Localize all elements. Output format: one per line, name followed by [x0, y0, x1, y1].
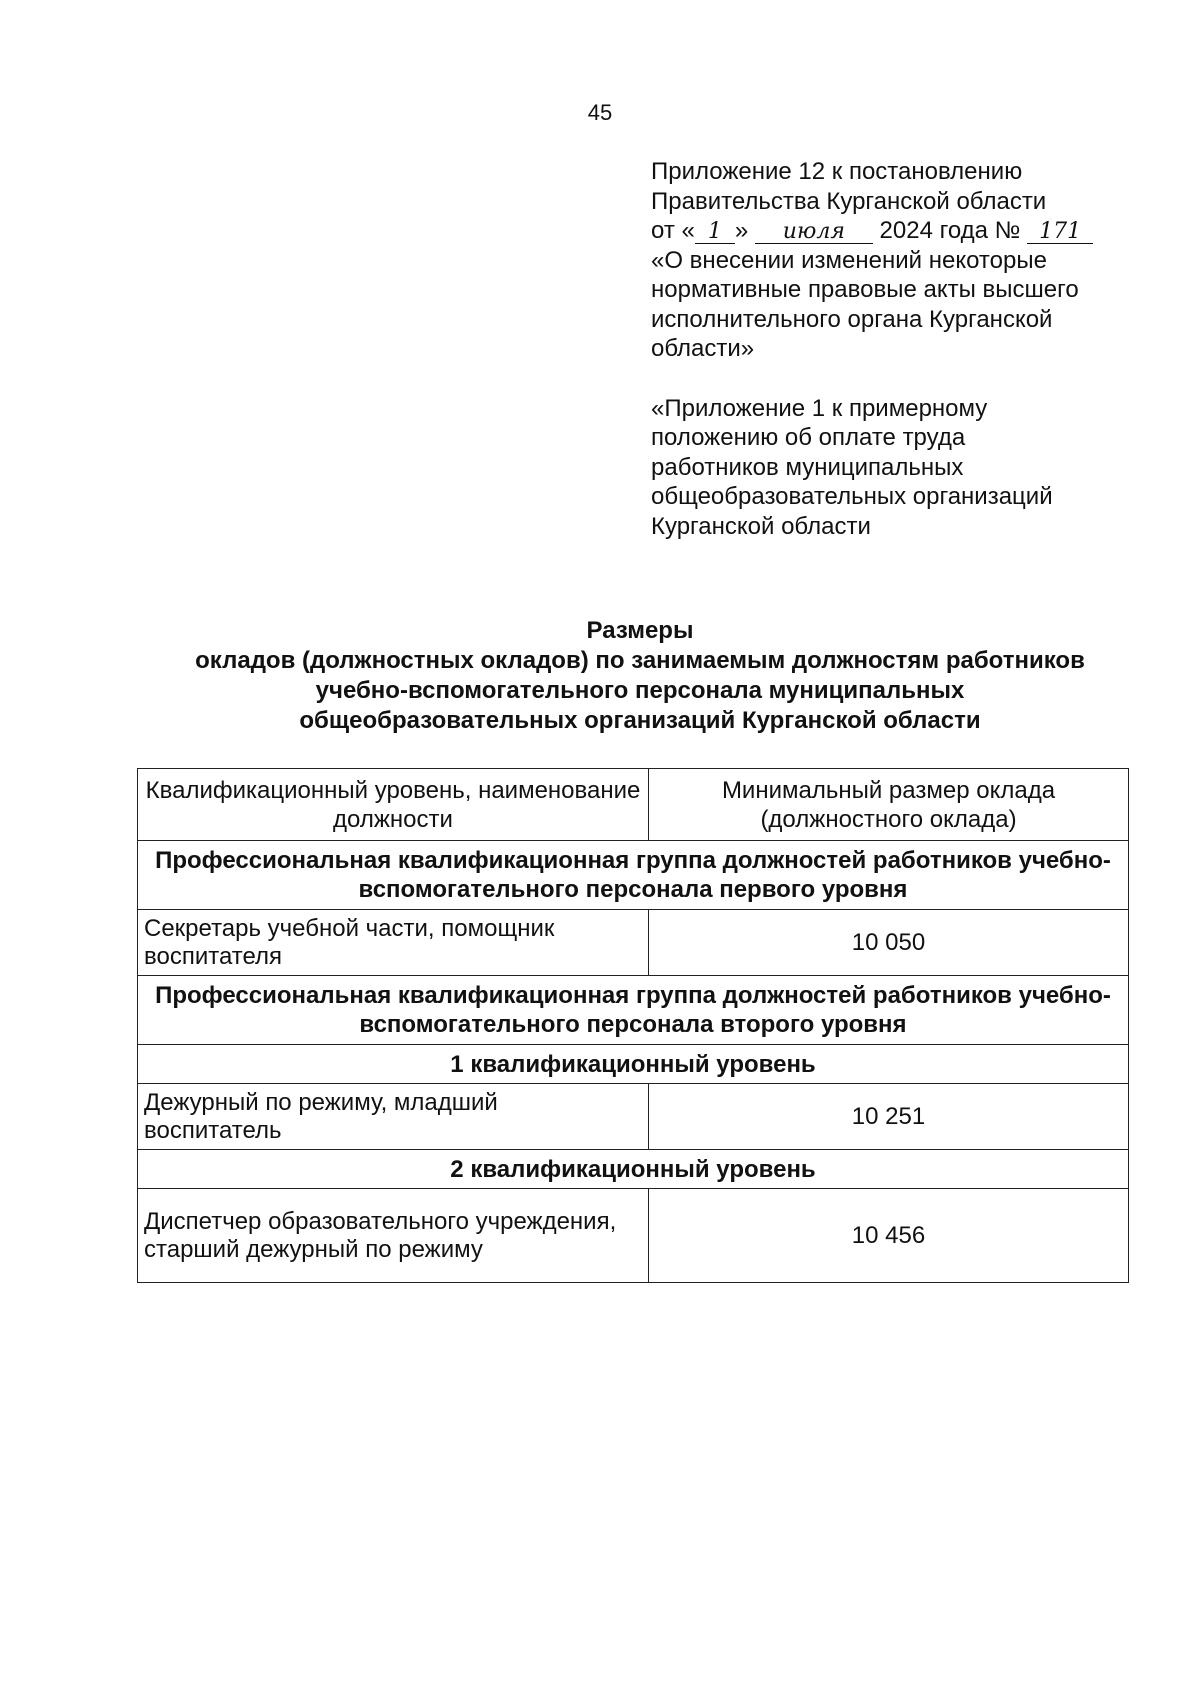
salary-cell: 10 050: [649, 910, 1129, 976]
table-row: [138, 1189, 1129, 1283]
header-cell-position: Квалификационный уровень, наименование должности: [138, 769, 649, 841]
appendix-sub-line: Курганской области: [651, 512, 871, 540]
date-prefix: от «: [651, 217, 695, 244]
heading-line: окладов (должностных окладов) по занимаемым должностям работников: [195, 647, 1085, 674]
group-row: [138, 976, 1129, 1045]
position-cell: Дежурный по режиму, младший воспитатель: [138, 1084, 649, 1150]
position-cell: Секретарь учебной части, помощник воспитателя: [138, 910, 649, 976]
heading-line: общеобразовательных организаций Курганской области: [299, 707, 981, 734]
table-header-row: [138, 769, 1129, 841]
date-mid: »: [734, 217, 749, 244]
heading-line: Размеры: [586, 617, 694, 644]
level-row: [138, 1150, 1129, 1189]
appendix-line: Правительства Курганской области: [651, 187, 1047, 215]
header-cell-salary: Минимальный размер оклада (должностного оклада): [649, 769, 1129, 841]
table-row: [138, 1084, 1129, 1150]
salary-table: [137, 768, 1129, 1283]
appendix-sub-line: положению об оплате труда: [651, 424, 966, 451]
date-year: 2024 года №: [879, 217, 1021, 244]
salary-cell: 10 456: [649, 1189, 1129, 1283]
appendix-sub-line: работников муниципальных: [651, 453, 964, 481]
appendix-block: [651, 157, 1151, 541]
appendix-line: Приложение 12 к постановлению: [651, 158, 1023, 185]
appendix-title-line: «О внесении изменений некоторые: [651, 246, 1047, 274]
group-title: Профессиональная квалификационная группа должностей работников учебно-вспомогательного персонала второго уровня: [138, 976, 1129, 1045]
level-title: 2 квалификационный уровень: [138, 1150, 1129, 1189]
position-cell: Диспетчер образовательного учреждения, старший дежурный по режиму: [138, 1189, 649, 1283]
appendix-sub-line: общеобразовательных организаций: [651, 483, 1053, 510]
document-heading: [130, 616, 1150, 736]
date-month-handwritten: июля: [755, 221, 873, 244]
appendix-title-line: нормативные правовые акты высшего: [651, 276, 1079, 303]
page-number: 45: [587, 100, 613, 125]
appendix-title-line: области»: [651, 335, 755, 362]
appendix-sub-line: «Приложение 1 к примерному: [651, 394, 988, 422]
appendix-date-line: [651, 216, 1151, 246]
date-day-handwritten: 1: [695, 221, 735, 244]
group-title: Профессиональная квалификационная группа должностей работников учебно-вспомогательного персонала первого уровня: [138, 841, 1129, 910]
level-row: [138, 1045, 1129, 1084]
appendix-title-line: исполнительного органа Курганской: [651, 305, 1053, 333]
table-row: [138, 910, 1129, 976]
level-title: 1 квалификационный уровень: [138, 1045, 1129, 1084]
heading-line: учебно-вспомогательного персонала муниципальных: [315, 677, 965, 704]
doc-number-handwritten: 171: [1027, 221, 1093, 244]
salary-cell: 10 251: [649, 1084, 1129, 1150]
group-row: [138, 841, 1129, 910]
